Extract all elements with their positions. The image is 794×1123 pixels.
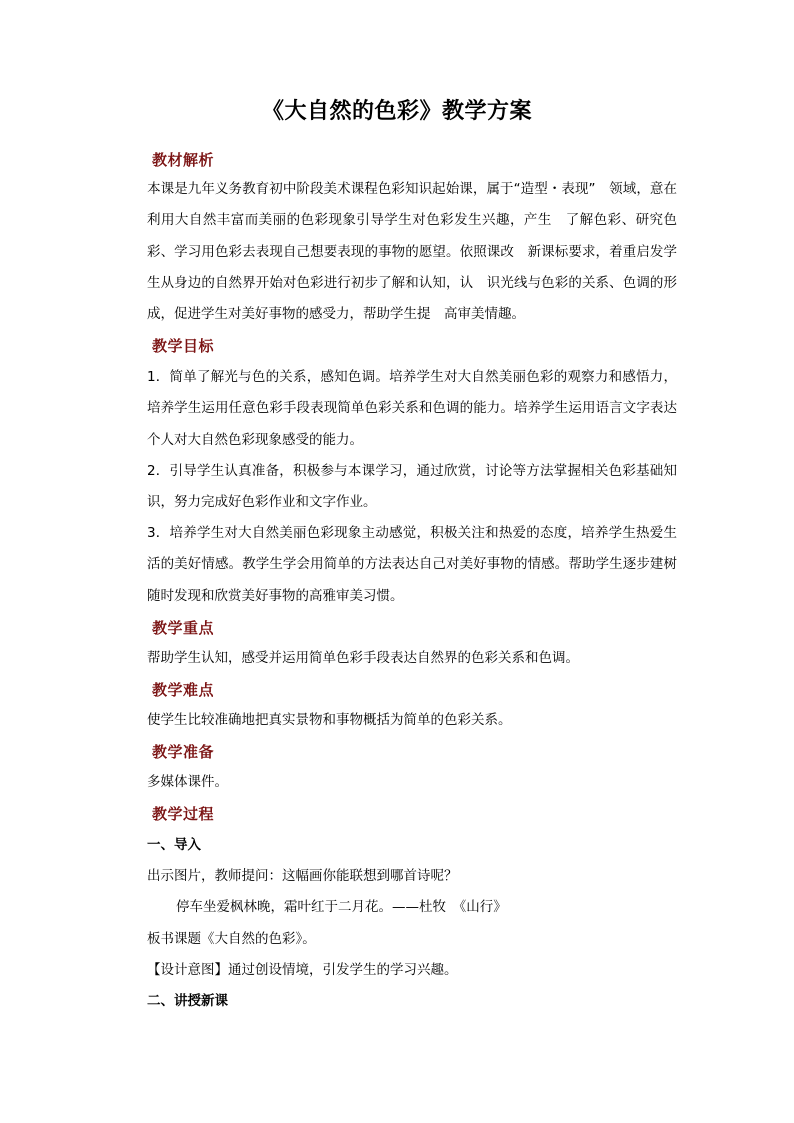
document-title: 《大自然的色彩》教学方案 — [261, 99, 532, 124]
analysis-paragraph — [147, 174, 677, 330]
heading-difficulties: 教学难点 — [152, 681, 215, 699]
heading-objectives: 教学目标 — [152, 337, 215, 355]
process-step-1-board: 板书课题《大自然的色彩》。 — [147, 931, 316, 947]
difficulties-text: 使学生比较准确地把真实景物和事物概括为简单的色彩关系。 — [147, 712, 512, 728]
preparation-text: 多媒体课件。 — [147, 774, 228, 790]
heading-process: 教学过程 — [152, 805, 215, 823]
design-intent: 【设计意图】通过创设情境，引发学生的学习兴趣。 — [147, 962, 458, 978]
process-step-1-question: 出示图片，教师提问：这幅画你能联想到哪首诗呢？ — [147, 868, 458, 884]
objective-item-1: 1．简单了解光与色的关系，感知色调。培养学生对大自然美丽色彩的观察力和感悟力，培养学生运用任意色彩手段表现简单色彩关系和色调的能力。培养学生运用语言文字表达个人对大自然色彩现象感受的能力。 — [147, 369, 677, 448]
objective-item-3: 3．培养学生对大自然美丽色彩现象主动感觉，积极关注和热爱的态度，培养学生热爱生活的美好情感。教学生学会用简单的方法表达自己对美好事物的情感。帮助学生逐步建树随时发现和欣赏美好事物的高雅审美习惯。 — [147, 525, 677, 604]
key-points-text: 帮助学生认知，感受并运用简单色彩手段表达自然界的色彩关系和色调。 — [147, 650, 579, 666]
heading-preparation: 教学准备 — [152, 743, 215, 761]
poem-quote: 停车坐爱枫林晚，霜叶红于二月花。——杜牧 《山行》 — [176, 899, 507, 915]
process-step-1-title: 一、导入 — [147, 837, 201, 853]
heading-key-points: 教学重点 — [152, 619, 215, 637]
objective-item-2: 2．引导学生认真准备，积极参与本课学习，通过欣赏，讨论等方法掌握相关色彩基础知识，努力完成好色彩作业和文字作业。 — [147, 463, 677, 511]
analysis-text: 本课是九年义务教育初中阶段美术课程色彩知识起始课，属于“造型・表现” 领域，意在利用大自然丰富而美丽的色彩现象引导学生对色彩发生兴趣，产生 了解色彩、研究色彩、学习用色彩去表现自己想要表现的事物的愿望。依照课改 新课标要求，着重启发学生从身边的自然界开始对色彩进行初步了解和认知，认 识光线与色彩的关系、色调的形成，促进学生对美好事物的感受力，帮助学生提 高审美情趣。 — [147, 181, 677, 323]
heading-analysis: 教材解析 — [152, 151, 215, 169]
process-step-2-title: 二、讲授新课 — [147, 993, 228, 1009]
